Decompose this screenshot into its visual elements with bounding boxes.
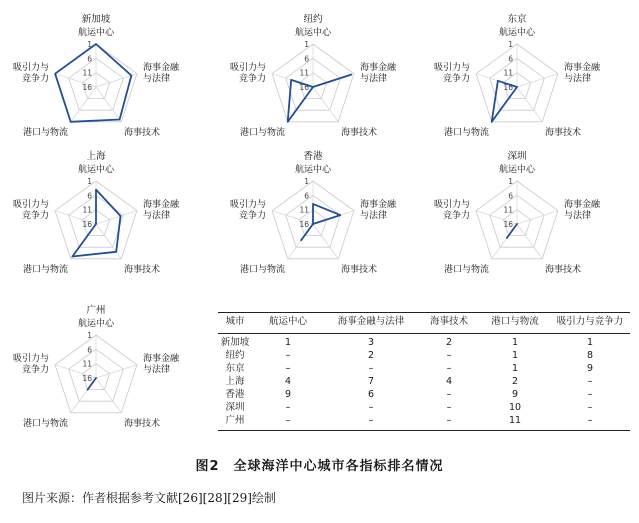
table-rank-cell: – xyxy=(587,415,593,426)
table-rank-cell: – xyxy=(446,402,452,413)
radar-chart xyxy=(13,150,180,275)
table-rank-cell: 10 xyxy=(508,402,522,413)
table-top-rule xyxy=(218,312,630,313)
table-rank-cell: 11 xyxy=(508,415,522,426)
radar-tick-label: 1 xyxy=(508,177,513,186)
radar-tick-label: 6 xyxy=(87,191,92,201)
radar-axis-label: 港口与物流 xyxy=(443,265,489,275)
radar-spoke xyxy=(517,74,558,87)
table-row xyxy=(218,389,630,402)
radar-city-title: 香港 xyxy=(303,151,323,162)
radar-tick-label: 11 xyxy=(82,359,92,369)
radar-city-title: 深圳 xyxy=(507,151,527,162)
radar-axis-label: 海事金融与法律 xyxy=(360,200,397,221)
radar-axis-label: 港口与物流 xyxy=(239,265,285,275)
radar-chart xyxy=(434,150,601,275)
radar-tick-label: 6 xyxy=(304,54,309,64)
radar-axis-label: 海事金融与法律 xyxy=(564,63,601,84)
table-rank-cell: – xyxy=(285,402,291,413)
radar-axis-label: 港口与物流 xyxy=(22,419,68,429)
table-rank-cell: 9 xyxy=(284,389,292,400)
table-city-cell: 深圳 xyxy=(225,402,245,413)
radar-axis-label: 航运中心 xyxy=(294,165,332,175)
table-rank-cell: – xyxy=(446,415,452,426)
radar-chart xyxy=(13,13,180,138)
radar-city-title: 广州 xyxy=(86,305,106,316)
radar-spoke xyxy=(313,224,338,259)
table-city-cell: 新加坡 xyxy=(220,337,250,348)
table-row xyxy=(218,415,630,428)
radar-axis-label: 海事技术 xyxy=(545,128,582,138)
radar-tick-label: 1 xyxy=(87,40,92,49)
figure-caption: 图2 全球海洋中心城市各指标排名情况 xyxy=(195,459,444,474)
radar-chart xyxy=(434,13,601,138)
radar-axis-label: 港口与物流 xyxy=(443,128,489,138)
table-rank-cell: 3 xyxy=(367,337,375,348)
table-rank-cell: 1 xyxy=(284,337,292,348)
radar-tick-label: 6 xyxy=(508,191,513,201)
radar-axis-label: 航运中心 xyxy=(294,28,332,38)
radar-axis-label: 海事技术 xyxy=(545,265,582,275)
radar-tick-label: 11 xyxy=(82,68,92,78)
header-shipping-center: 航运中心 xyxy=(268,316,307,327)
radar-tick-label: 1 xyxy=(508,40,513,49)
table-row xyxy=(218,376,630,389)
figure-source: 图片来源：作者根据参考文献[26][28][29]绘制 xyxy=(22,491,276,505)
radar-axis-label: 航运中心 xyxy=(77,165,115,175)
table-rank-cell: 9 xyxy=(586,363,594,374)
radar-tick-label: 16 xyxy=(82,220,92,229)
table-row xyxy=(218,337,630,350)
radar-tick-label: 16 xyxy=(299,83,309,92)
radar-tick-label: 1 xyxy=(304,40,309,49)
table-rank-cell: 9 xyxy=(511,389,519,400)
table-rank-cell: – xyxy=(368,363,374,374)
table-rank-cell: – xyxy=(285,363,291,374)
radar-axis-label: 海事金融与法律 xyxy=(360,63,397,84)
radar-axis-label: 吸引力与竞争力 xyxy=(12,200,49,221)
radar-tick-label: 16 xyxy=(299,220,309,229)
radar-axis-label: 吸引力与竞争力 xyxy=(229,200,266,221)
table-rank-cell: 7 xyxy=(367,376,375,387)
header-attractiveness: 吸引力与竞争力 xyxy=(556,316,624,327)
radar-axis-label: 航运中心 xyxy=(498,28,536,38)
radar-axis-label: 港口与物流 xyxy=(22,128,68,138)
table-row xyxy=(218,363,630,376)
radar-axis-label: 港口与物流 xyxy=(239,128,285,138)
radar-chart xyxy=(230,13,397,138)
radar-chart xyxy=(230,150,397,275)
radar-tick-label: 16 xyxy=(503,83,513,92)
radar-tick-label: 6 xyxy=(304,191,309,201)
radar-tick-label: 1 xyxy=(304,177,309,186)
radar-tick-label: 16 xyxy=(82,374,92,383)
radar-axis-label: 港口与物流 xyxy=(22,265,68,275)
radar-axis-label: 海事技术 xyxy=(124,128,161,138)
header-finance-law: 海事金融与法律 xyxy=(337,316,405,327)
radar-spoke xyxy=(96,87,121,122)
radar-axis-label: 吸引力与竞争力 xyxy=(433,200,470,221)
table-city-cell: 纽约 xyxy=(225,350,245,361)
radar-tick-label: 1 xyxy=(87,331,92,340)
radar-axis-label: 航运中心 xyxy=(77,28,115,38)
table-rank-cell: – xyxy=(446,350,452,361)
table-rank-cell: – xyxy=(368,402,374,413)
table-rank-cell: – xyxy=(587,402,593,413)
radar-spoke xyxy=(517,224,542,259)
radar-axis-label: 吸引力与竞争力 xyxy=(433,63,470,84)
radar-axis-label: 航运中心 xyxy=(77,319,115,329)
table-header xyxy=(218,316,630,330)
table-rank-cell: 2 xyxy=(445,337,453,348)
radar-axis-label: 海事金融与法律 xyxy=(143,354,180,375)
radar-tick-label: 11 xyxy=(82,205,92,215)
table-city-cell: 上海 xyxy=(225,376,245,387)
table-rank-cell: – xyxy=(285,415,291,426)
radar-tick-label: 11 xyxy=(299,68,309,78)
radar-tick-label: 11 xyxy=(503,205,513,215)
radar-spoke xyxy=(517,87,542,122)
table-rank-cell: 2 xyxy=(511,376,519,387)
radar-tick-label: 6 xyxy=(508,54,513,64)
radar-axis-label: 海事金融与法律 xyxy=(564,200,601,221)
radar-spoke xyxy=(517,211,558,224)
radar-city-title: 纽约 xyxy=(303,14,323,25)
radar-tick-label: 6 xyxy=(87,54,92,64)
header-port-logistics: 港口与物流 xyxy=(491,316,539,327)
table-rank-cell: – xyxy=(446,363,452,374)
radar-spoke xyxy=(96,365,137,378)
table-rank-cell: 1 xyxy=(586,337,594,348)
header-technology: 海事技术 xyxy=(429,316,468,327)
radar-axis-label: 海事技术 xyxy=(341,265,378,275)
table-bottom-rule xyxy=(218,430,630,431)
radar-axis-label: 海事技术 xyxy=(124,419,161,429)
radar-tick-label: 11 xyxy=(299,205,309,215)
radar-spoke xyxy=(71,87,96,122)
table-mid-rule xyxy=(218,333,630,334)
table-rank-cell: 4 xyxy=(445,376,453,387)
table-rank-cell: – xyxy=(285,350,291,361)
radar-city-title: 东京 xyxy=(507,14,527,25)
table-rank-cell: 4 xyxy=(284,376,292,387)
radar-axis-label: 海事金融与法律 xyxy=(143,200,180,221)
radar-tick-label: 11 xyxy=(503,68,513,78)
table-rank-cell: 1 xyxy=(511,363,519,374)
radar-tick-label: 16 xyxy=(82,83,92,92)
radar-axis-label: 吸引力与竞争力 xyxy=(12,63,49,84)
radar-axis-label: 吸引力与竞争力 xyxy=(229,63,266,84)
table-row xyxy=(218,350,630,363)
radar-chart xyxy=(13,304,180,429)
table-rank-cell: 1 xyxy=(511,350,519,361)
table-rank-cell: – xyxy=(587,389,593,400)
table-city-cell: 广州 xyxy=(225,415,245,426)
table-rank-cell: 2 xyxy=(367,350,375,361)
radar-tick-label: 16 xyxy=(503,220,513,229)
table-rank-cell: – xyxy=(587,376,593,387)
radar-tick-label: 6 xyxy=(87,345,92,355)
table-city-cell: 东京 xyxy=(225,363,245,374)
table-rank-cell: 8 xyxy=(586,350,594,361)
table-row xyxy=(218,402,630,415)
radar-city-title: 上海 xyxy=(86,151,106,162)
radar-axis-label: 海事技术 xyxy=(341,128,378,138)
radar-axis-label: 航运中心 xyxy=(498,165,536,175)
radar-axis-label: 海事技术 xyxy=(124,265,161,275)
radar-spoke xyxy=(313,87,338,122)
table-rank-cell: 1 xyxy=(511,337,519,348)
table-rank-cell: – xyxy=(446,389,452,400)
table-city-cell: 香港 xyxy=(225,389,245,400)
radar-city-title: 新加坡 xyxy=(81,14,111,25)
radar-tick-label: 1 xyxy=(87,177,92,186)
table-rank-cell: 6 xyxy=(367,389,375,400)
radar-spoke xyxy=(96,378,121,413)
table-rank-cell: – xyxy=(368,415,374,426)
radar-axis-label: 海事金融与法律 xyxy=(143,63,180,84)
header-city: 城市 xyxy=(225,316,245,327)
radar-axis-label: 吸引力与竞争力 xyxy=(12,354,49,375)
